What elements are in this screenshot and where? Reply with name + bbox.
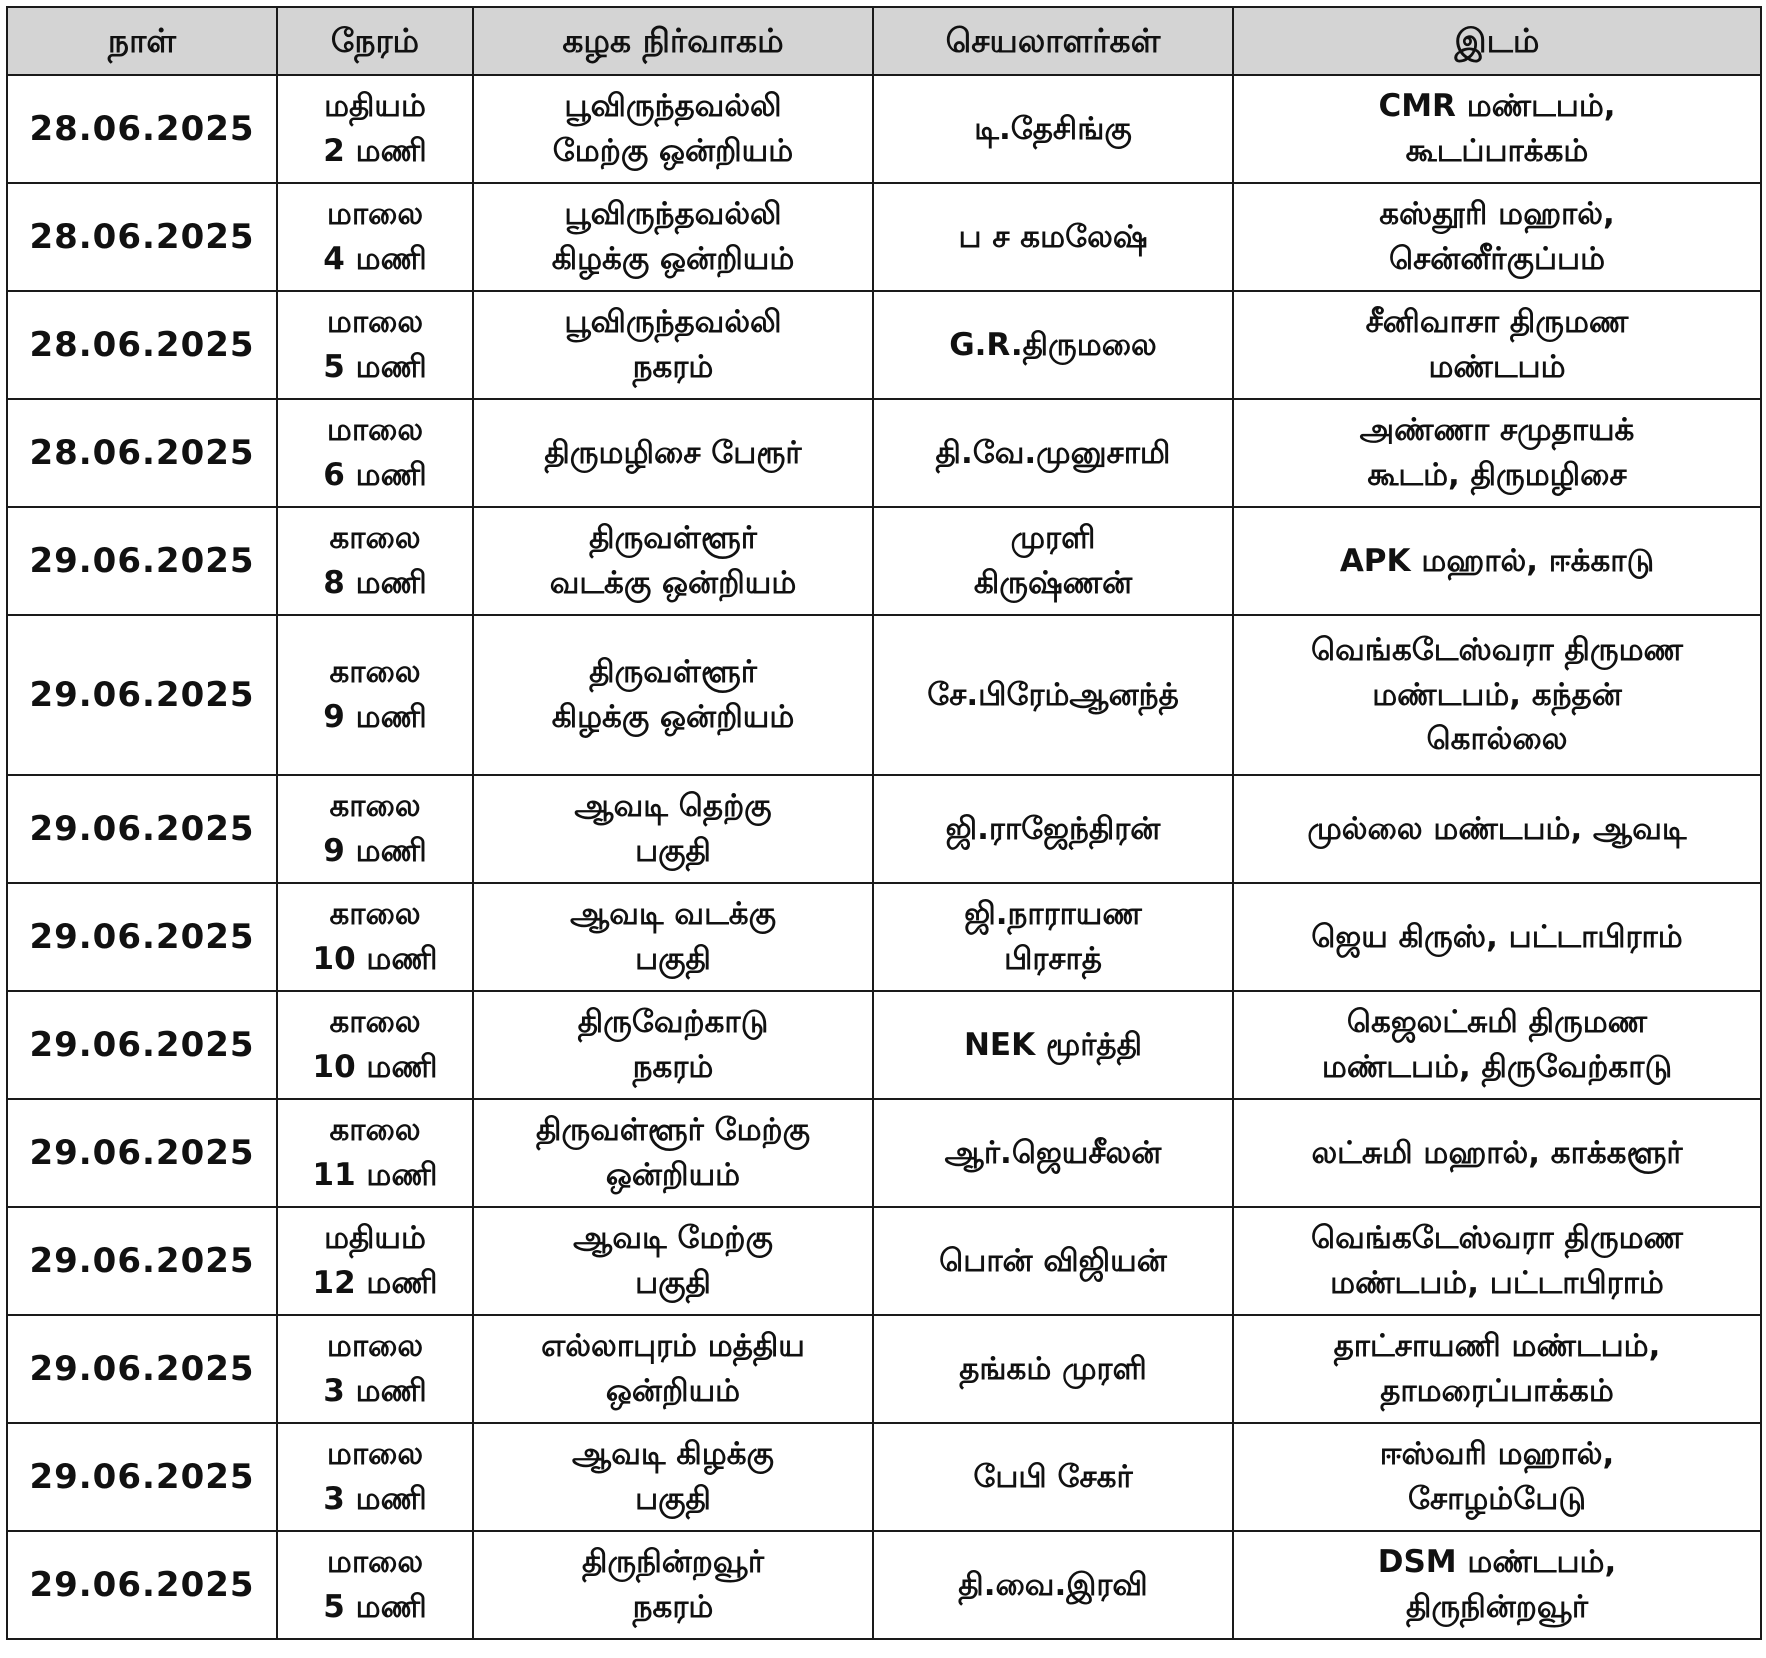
date-cell: 28.06.2025	[7, 75, 277, 183]
secretary-cell	[873, 75, 1233, 183]
time-cell	[277, 1099, 473, 1207]
party-unit-cell	[473, 291, 873, 399]
time-line: காலை	[329, 896, 421, 933]
venue-line: கஸ்தூரி மஹால்,	[1379, 196, 1615, 233]
party-unit-line: நகரம்	[632, 1049, 714, 1085]
time-cell	[277, 183, 473, 291]
time-line: 11 மணி	[312, 1157, 438, 1193]
venue-cell	[1233, 775, 1761, 883]
time-cell	[277, 1423, 473, 1531]
date-cell: 28.06.2025	[7, 291, 277, 399]
venue-line: கொல்லை	[1426, 721, 1568, 758]
venue-line: வெங்கடேஸ்வரா திருமண	[1311, 1220, 1683, 1257]
venue-cell	[1233, 883, 1761, 991]
venue-cell	[1233, 1207, 1761, 1315]
venue-line: தாமரைப்பாக்கம்	[1380, 1373, 1614, 1409]
venue-cell	[1233, 991, 1761, 1099]
table-row	[7, 1099, 1761, 1207]
time-cell	[277, 883, 473, 991]
venue-cell	[1233, 1099, 1761, 1207]
secretary-cell	[873, 507, 1233, 615]
venue-cell	[1233, 1531, 1761, 1639]
venue-cell	[1233, 1423, 1761, 1531]
party-unit-line: நகரம்	[632, 1589, 714, 1625]
table-row	[7, 775, 1761, 883]
time-line: 3 மணி	[323, 1481, 427, 1517]
secretary-line: பொன் விஜியன்	[939, 1242, 1167, 1279]
venue-line: CMR மண்டபம்,	[1378, 88, 1616, 125]
time-cell	[277, 75, 473, 183]
time-cell	[277, 991, 473, 1099]
secretary-cell	[873, 883, 1233, 991]
time-line: 5 மணி	[323, 349, 427, 385]
party-unit-line: பூவிருந்தவல்லி	[564, 304, 782, 341]
venue-line: மண்டபம், பட்டாபிராம்	[1330, 1265, 1664, 1301]
table-row	[7, 183, 1761, 291]
time-cell	[277, 1315, 473, 1423]
party-unit-line: பகுதி	[635, 941, 711, 977]
secretary-cell	[873, 615, 1233, 775]
date-cell: 29.06.2025	[7, 1315, 277, 1423]
time-cell	[277, 399, 473, 507]
party-unit-cell	[473, 1315, 873, 1423]
table-row	[7, 883, 1761, 991]
time-line: மாலை	[326, 304, 424, 341]
time-line: 10 மணி	[312, 1049, 438, 1085]
table-row	[7, 291, 1761, 399]
party-unit-line: பகுதி	[635, 833, 711, 869]
time-line: காலை	[329, 788, 421, 825]
time-cell	[277, 507, 473, 615]
venue-cell	[1233, 615, 1761, 775]
party-unit-line: திருவள்ளூர் மேற்கு	[535, 1112, 811, 1149]
time-line: 9 மணி	[323, 833, 427, 869]
party-unit-line: எல்லாபுரம் மத்திய	[541, 1328, 805, 1365]
time-line: 2 மணி	[323, 133, 427, 169]
secretary-line: G.R.திருமலை	[949, 326, 1157, 363]
secretary-line: முரளி	[1010, 520, 1096, 557]
party-unit-line: பூவிருந்தவல்லி	[564, 196, 782, 233]
party-unit-cell	[473, 775, 873, 883]
secretary-cell	[873, 1315, 1233, 1423]
party-unit-cell	[473, 183, 873, 291]
time-cell	[277, 1531, 473, 1639]
time-line: 10 மணி	[312, 941, 438, 977]
header-date: நாள்	[7, 7, 277, 75]
time-line: 5 மணி	[323, 1589, 427, 1625]
secretary-cell	[873, 775, 1233, 883]
time-line: காலை	[329, 1112, 421, 1149]
header-party-unit: கழக நிர்வாகம்	[473, 7, 873, 75]
venue-line: கெஜலட்சுமி திருமண	[1346, 1004, 1648, 1041]
time-line: 6 மணி	[323, 457, 427, 493]
header-time: நேரம்	[277, 7, 473, 75]
party-unit-cell	[473, 507, 873, 615]
date-cell: 29.06.2025	[7, 1099, 277, 1207]
secretary-line: ஆர்.ஜெயசீலன்	[944, 1134, 1162, 1171]
venue-line: கூடப்பாக்கம்	[1405, 133, 1589, 169]
secretary-cell	[873, 991, 1233, 1099]
date-cell: 29.06.2025	[7, 615, 277, 775]
venue-line: கூடம், திருமழிசை	[1367, 457, 1627, 493]
time-line: 12 மணி	[312, 1265, 438, 1301]
table-row	[7, 1423, 1761, 1531]
header-venue: இடம்	[1233, 7, 1761, 75]
venue-line: மண்டபம், திருவேற்காடு	[1321, 1049, 1673, 1085]
party-unit-cell	[473, 883, 873, 991]
party-unit-line: திருநின்றவூர்	[581, 1544, 765, 1581]
party-unit-cell	[473, 75, 873, 183]
date-cell: 29.06.2025	[7, 991, 277, 1099]
time-cell	[277, 1207, 473, 1315]
venue-cell	[1233, 507, 1761, 615]
party-unit-cell	[473, 991, 873, 1099]
date-cell: 28.06.2025	[7, 399, 277, 507]
party-unit-line: வடக்கு ஒன்றியம்	[549, 565, 797, 601]
secretary-cell	[873, 291, 1233, 399]
table-row	[7, 507, 1761, 615]
venue-line: ஜெய கிருஸ், பட்டாபிராம்	[1311, 918, 1683, 955]
secretary-cell	[873, 1099, 1233, 1207]
date-cell: 29.06.2025	[7, 775, 277, 883]
secretary-line: பேபி சேகர்	[973, 1458, 1133, 1495]
header-row	[7, 7, 1761, 75]
party-unit-cell	[473, 399, 873, 507]
venue-line: APK மஹால், ஈக்காடு	[1339, 542, 1655, 579]
venue-line: மண்டபம்	[1428, 349, 1566, 385]
time-line: காலை	[329, 654, 421, 691]
venue-line: வெங்கடேஸ்வரா திருமண	[1311, 631, 1683, 668]
time-line: மாலை	[326, 1328, 424, 1365]
party-unit-line: ஆவடி தெற்கு	[574, 788, 772, 825]
secretary-line: NEK மூர்த்தி	[963, 1026, 1143, 1063]
time-cell	[277, 775, 473, 883]
date-cell: 28.06.2025	[7, 183, 277, 291]
date-cell: 29.06.2025	[7, 883, 277, 991]
party-unit-line: மேற்கு ஒன்றியம்	[552, 133, 794, 169]
date-cell: 29.06.2025	[7, 1531, 277, 1639]
table-row	[7, 75, 1761, 183]
table-row	[7, 615, 1761, 775]
party-unit-line: நகரம்	[632, 349, 714, 385]
party-unit-line: ஒன்றியம்	[605, 1157, 741, 1193]
party-unit-line: பகுதி	[635, 1265, 711, 1301]
party-unit-line: திருவேற்காடு	[577, 1004, 769, 1041]
meeting-schedule-table	[6, 6, 1762, 1640]
party-unit-cell	[473, 1531, 873, 1639]
party-unit-cell	[473, 1207, 873, 1315]
date-cell: 29.06.2025	[7, 507, 277, 615]
venue-cell	[1233, 1315, 1761, 1423]
time-line: 8 மணி	[323, 565, 427, 601]
time-line: 9 மணி	[323, 699, 427, 735]
date-cell: 29.06.2025	[7, 1423, 277, 1531]
table-body	[7, 75, 1761, 1639]
venue-line: முல்லை மண்டபம், ஆவடி	[1307, 810, 1687, 847]
party-unit-line: ஆவடி வடக்கு	[570, 896, 776, 933]
time-line: மதியம்	[324, 1220, 426, 1257]
time-line: மதியம்	[324, 88, 426, 125]
venue-cell	[1233, 291, 1761, 399]
venue-cell	[1233, 399, 1761, 507]
venue-cell	[1233, 183, 1761, 291]
party-unit-line: ஆவடி மேற்கு	[573, 1220, 773, 1257]
party-unit-line: ஒன்றியம்	[605, 1373, 741, 1409]
time-line: மாலை	[326, 412, 424, 449]
header-secretaries: செயலாளர்கள்	[873, 7, 1233, 75]
secretary-line: கிருஷ்ணன்	[973, 565, 1133, 601]
party-unit-cell	[473, 1099, 873, 1207]
secretary-line: சே.பிரேம்ஆனந்த்	[927, 676, 1179, 713]
time-line: காலை	[329, 1004, 421, 1041]
secretary-line: டி.தேசிங்கு	[974, 110, 1132, 147]
party-unit-line: திருவள்ளூர்	[589, 520, 757, 557]
party-unit-line: பூவிருந்தவல்லி	[564, 88, 782, 125]
venue-line: திருநின்றவூர்	[1405, 1589, 1589, 1625]
secretary-cell	[873, 1531, 1233, 1639]
party-unit-cell	[473, 615, 873, 775]
time-line: மாலை	[326, 196, 424, 233]
date-cell: 29.06.2025	[7, 1207, 277, 1315]
party-unit-line: திருவள்ளூர்	[589, 654, 757, 691]
time-cell	[277, 615, 473, 775]
venue-cell	[1233, 75, 1761, 183]
party-unit-line: திருமழிசை பேரூர்	[544, 434, 802, 471]
venue-line: சீனிவாசா திருமண	[1365, 304, 1629, 341]
table-row	[7, 1315, 1761, 1423]
secretary-line: ப ச கமலேஷ்	[958, 218, 1148, 255]
secretary-line: பிரசாத்	[1004, 941, 1102, 977]
table-row	[7, 1531, 1761, 1639]
venue-line: ஈஸ்வரி மஹால்,	[1379, 1436, 1615, 1473]
venue-line: சென்னீர்குப்பம்	[1388, 241, 1606, 277]
time-line: காலை	[329, 520, 421, 557]
secretary-cell	[873, 399, 1233, 507]
table-row	[7, 1207, 1761, 1315]
venue-line: லட்சுமி மஹால், காக்களூர்	[1311, 1134, 1683, 1171]
secretary-line: தி.வை.இரவி	[958, 1566, 1148, 1603]
table-row	[7, 399, 1761, 507]
secretary-line: ஜி.நாராயண	[964, 896, 1142, 933]
party-unit-line: கிழக்கு ஒன்றியம்	[551, 241, 795, 277]
party-unit-line: ஆவடி கிழக்கு	[572, 1436, 774, 1473]
venue-line: மண்டபம், கந்தன்	[1372, 676, 1622, 713]
secretary-cell	[873, 1207, 1233, 1315]
time-cell	[277, 291, 473, 399]
table-header	[7, 7, 1761, 75]
time-line: 4 மணி	[323, 241, 427, 277]
venue-line: DSM மண்டபம்,	[1377, 1544, 1617, 1581]
party-unit-cell	[473, 1423, 873, 1531]
secretary-line: ஜி.ராஜேந்திரன்	[945, 810, 1161, 847]
secretary-line: தங்கம் முரளி	[959, 1350, 1147, 1387]
venue-line: அண்ணா சமுதாயக்	[1359, 412, 1635, 449]
secretary-cell	[873, 183, 1233, 291]
party-unit-line: கிழக்கு ஒன்றியம்	[551, 699, 795, 735]
time-line: 3 மணி	[323, 1373, 427, 1409]
party-unit-line: பகுதி	[635, 1481, 711, 1517]
venue-line: சோழம்பேடு	[1407, 1481, 1586, 1517]
secretary-line: தி.வே.முனுசாமி	[935, 434, 1171, 471]
table-row	[7, 991, 1761, 1099]
secretary-cell	[873, 1423, 1233, 1531]
time-line: மாலை	[326, 1436, 424, 1473]
time-line: மாலை	[326, 1544, 424, 1581]
venue-line: தாட்சாயணி மண்டபம்,	[1333, 1328, 1661, 1365]
